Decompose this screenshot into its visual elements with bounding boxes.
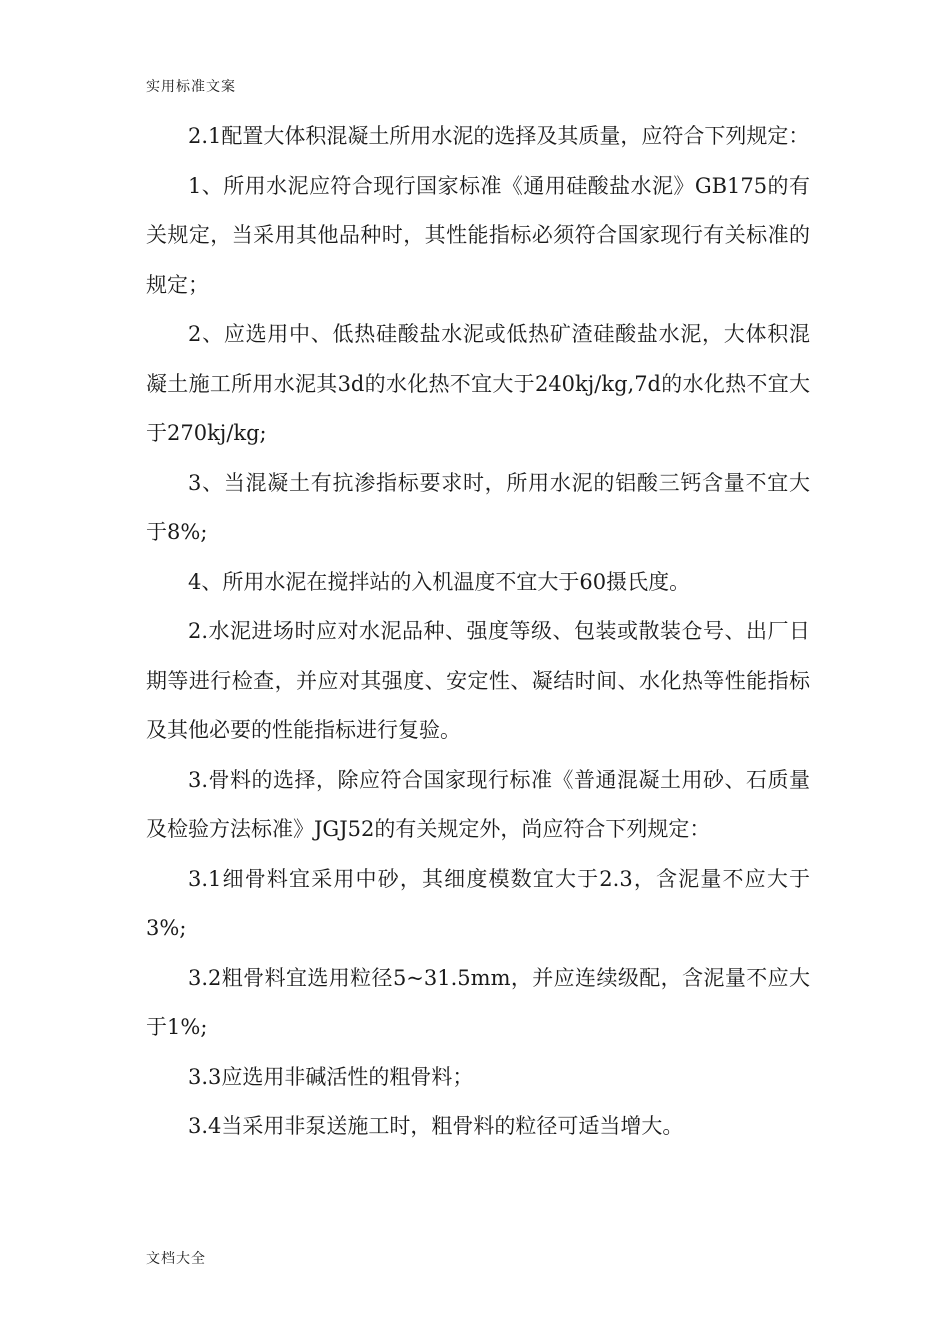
paragraph: 4、所用水泥在搅拌站的入机温度不宜大于60摄氏度。: [188, 569, 691, 594]
paragraph: 2.水泥进场时应对水泥品种、强度等级、包装或散装仓号、出厂日期等进行检查，并应对其强度、安定性、凝结时间、水化热等性能指标及其他必要的性能指标进行复验。: [146, 619, 810, 742]
page-header: 实用标准文案: [146, 79, 236, 95]
paragraph: 3.骨料的选择，除应符合国家现行标准《普通混凝土用砂、石质量及检验方法标准》JGJ52的有关规定外，尚应符合下列规定：: [146, 767, 810, 841]
document-body: [146, 112, 810, 1152]
page-footer: 文档大全: [146, 1251, 206, 1267]
paragraph: 2、应选用中、低热硅酸盐水泥或低热矿渣硅酸盐水泥，大体积混凝土施工所用水泥其3d的水化热不宜大于240kj/kg,7d的水化热不宜大于270kj/kg;: [146, 322, 810, 445]
paragraph: 3、当混凝土有抗渗指标要求时，所用水泥的铝酸三钙含量不宜大于8%;: [146, 470, 810, 544]
paragraph: 3.3应选用非碱活性的粗骨料；: [188, 1064, 474, 1089]
paragraph: 1、所用水泥应符合现行国家标准《通用硅酸盐水泥》GB175的有关规定，当采用其他品种时，其性能指标必须符合国家现行有关标准的规定；: [146, 173, 810, 297]
paragraph: 3.2粗骨料宜选用粒径5~31.5mm，并应连续级配，含泥量不应大于1%;: [146, 965, 810, 1039]
paragraph: 3.1细骨料宜采用中砂，其细度模数宜大于2.3，含泥量不应大于3%;: [146, 866, 810, 940]
paragraph: 3.4当采用非泵送施工时，粗骨料的粒径可适当增大。: [188, 1114, 684, 1138]
paragraph: 2.1配置大体积混凝土所用水泥的选择及其质量，应符合下列规定：: [188, 124, 810, 148]
